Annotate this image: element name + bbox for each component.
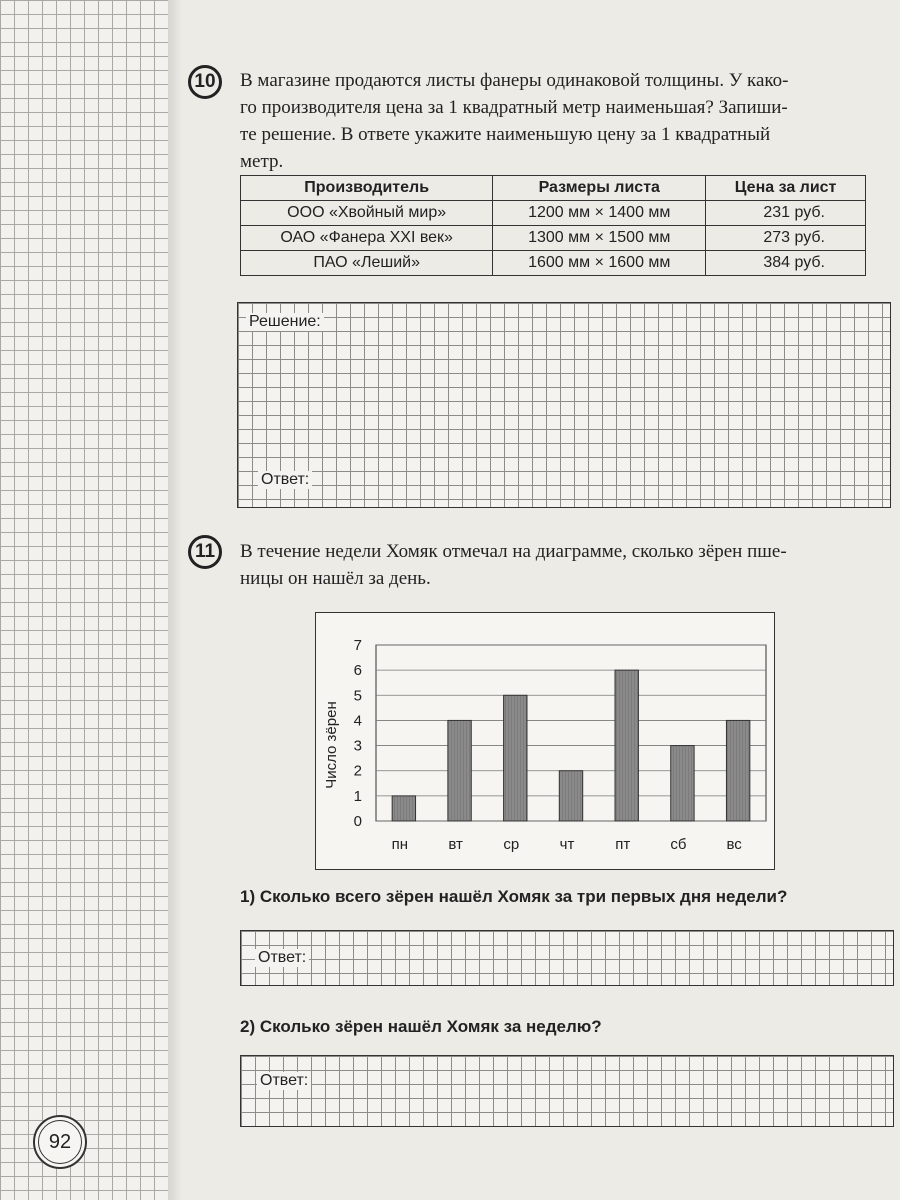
answer-1-grid-box[interactable] [240, 930, 894, 986]
task-10-text-line2: го производителя цена за 1 квадратный метр наименьшая? Запиши- [240, 97, 788, 118]
table-cell: 273 руб. [706, 226, 866, 251]
bar [504, 695, 527, 821]
task-10-text-line3: те решение. В ответе укажите наименьшую цену за 1 квадратный [240, 124, 771, 145]
table-cell: 384 руб. [706, 251, 866, 276]
margin-grid [0, 0, 168, 1200]
table-row [241, 201, 866, 226]
y-tick-label: 7 [353, 637, 362, 654]
x-tick-label: ср [503, 836, 520, 853]
x-tick-label: пн [391, 836, 409, 853]
table-cell: ПАО «Леший» [241, 251, 493, 276]
table-cell: 231 руб. [706, 201, 866, 226]
table-row [241, 251, 866, 276]
page-number-badge [33, 1115, 87, 1169]
answer-2-label: Ответ: [257, 1072, 311, 1090]
page-number: 92 [38, 1120, 82, 1164]
task-11-number: 11 [188, 535, 222, 569]
y-tick-label: 3 [353, 737, 362, 755]
x-tick-label: сб [670, 836, 687, 853]
bar-chart [315, 612, 775, 870]
table-cell: 1600 мм × 1600 мм [493, 251, 706, 276]
task-10-text-line1: В магазине продаются листы фанеры одинаковой толщины. У како- [240, 70, 789, 91]
y-tick-label: 0 [353, 813, 362, 830]
table-header-price: Цена за лист [706, 176, 866, 201]
y-axis-label: Число зёрен [323, 701, 340, 789]
bar [392, 796, 415, 821]
table-header-row [241, 176, 866, 201]
question-1: 1) Сколько всего зёрен нашёл Хомяк за три первых дня недели? [240, 887, 788, 906]
x-tick-label: чт [559, 836, 575, 853]
x-tick-label: вс [726, 836, 742, 853]
bar [726, 720, 749, 821]
y-tick-label: 5 [353, 687, 362, 705]
solution-label: Решение: [246, 313, 324, 331]
bar [615, 670, 638, 821]
y-tick-label: 6 [353, 662, 362, 680]
bar-chart-svg [316, 613, 773, 868]
answer-label: Ответ: [258, 471, 312, 489]
x-tick-label: вт [448, 836, 463, 853]
table-row [241, 226, 866, 251]
task-10-number: 10 [188, 65, 222, 99]
solution-grid-box[interactable] [237, 302, 891, 508]
bar [559, 771, 582, 821]
x-tick-label: пт [615, 836, 631, 853]
table-cell: 1200 мм × 1400 мм [493, 201, 706, 226]
answer-1-label: Ответ: [255, 949, 309, 967]
y-tick-label: 1 [353, 787, 362, 805]
y-tick-label: 2 [353, 762, 362, 780]
bar [671, 746, 694, 821]
table-cell: ОАО «Фанера XXI век» [241, 226, 493, 251]
answer-2-grid-box[interactable] [240, 1055, 894, 1127]
manufacturer-table [240, 175, 866, 276]
bar [448, 720, 471, 821]
table-cell: 1300 мм × 1500 мм [493, 226, 706, 251]
margin-edge [168, 0, 182, 1200]
question-2: 2) Сколько зёрен нашёл Хомяк за неделю? [240, 1017, 602, 1036]
table-cell: ООО «Хвойный мир» [241, 201, 493, 226]
task-10-text-line4: метр. [240, 151, 284, 172]
y-tick-label: 4 [353, 712, 362, 730]
table-header-size: Размеры листа [493, 176, 706, 201]
task-11-text-line2: ницы он нашёл за день. [240, 568, 431, 589]
table-header-manufacturer: Производитель [241, 176, 493, 201]
task-11-text-line1: В течение недели Хомяк отмечал на диаграмме, сколько зёрен пше- [240, 541, 787, 562]
